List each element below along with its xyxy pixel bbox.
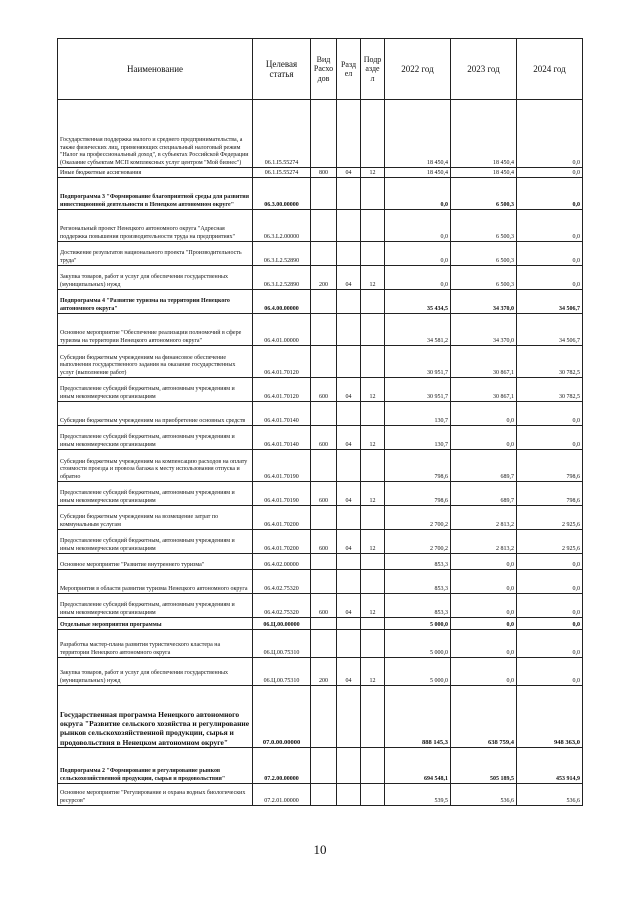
row-subsection — [361, 554, 385, 570]
row-section: 04 — [337, 482, 361, 506]
row-target-code: 06.4.00.00000 — [253, 290, 311, 314]
row-value-2023: 0,0 — [451, 426, 517, 450]
row-exp-type — [311, 210, 337, 242]
row-subsection — [361, 100, 385, 168]
row-name: Предоставление субсидий бюджетным, автономным учреждениям и иным некоммерческим организациям — [58, 426, 253, 450]
row-value-2022: 34 581,2 — [385, 314, 451, 346]
row-subsection — [361, 290, 385, 314]
row-section — [337, 314, 361, 346]
row-value-2022: 18 450,4 — [385, 168, 451, 178]
row-subsection — [361, 630, 385, 658]
row-subsection — [361, 570, 385, 594]
row-exp-type: 800 — [311, 168, 337, 178]
table-header-row — [58, 39, 583, 100]
row-value-2022: 18 450,4 — [385, 100, 451, 168]
table-row — [58, 450, 583, 482]
row-subsection: 12 — [361, 594, 385, 618]
row-value-2022: 35 434,5 — [385, 290, 451, 314]
row-value-2023: 30 867,1 — [451, 346, 517, 378]
table-row — [58, 686, 583, 748]
row-value-2022: 888 145,3 — [385, 686, 451, 748]
row-target-code: 07.2.01.00000 — [253, 784, 311, 806]
row-target-code: 07.2.00.00000 — [253, 748, 311, 784]
table-row — [58, 784, 583, 806]
row-exp-type: 600 — [311, 426, 337, 450]
row-value-2023: 0,0 — [451, 630, 517, 658]
row-value-2024: 0,0 — [517, 168, 583, 178]
row-target-code: 06.4.01.70120 — [253, 346, 311, 378]
row-value-2023: 6 500,3 — [451, 210, 517, 242]
row-target-code: 06.4.01.70140 — [253, 402, 311, 426]
row-value-2024: 0,0 — [517, 178, 583, 210]
row-section — [337, 346, 361, 378]
row-value-2024: 0,0 — [517, 402, 583, 426]
row-subsection — [361, 314, 385, 346]
row-value-2024: 798,6 — [517, 450, 583, 482]
table-row — [58, 658, 583, 686]
row-target-code: 06.Ц.00.75310 — [253, 658, 311, 686]
row-section — [337, 290, 361, 314]
row-name: Предоставление субсидий бюджетным, автономным учреждениям и иным некоммерческим организациям — [58, 530, 253, 554]
row-subsection: 12 — [361, 426, 385, 450]
table-row — [58, 210, 583, 242]
row-value-2022: 2 700,2 — [385, 506, 451, 530]
row-exp-type: 600 — [311, 594, 337, 618]
row-value-2024: 30 782,5 — [517, 378, 583, 402]
row-name: Подпрограмма 4 "Развитие туризма на территории Ненецкого автономного округа" — [58, 290, 253, 314]
row-name: Субсидии бюджетным учреждениям на возмещение затрат по коммунальным услугам — [58, 506, 253, 530]
row-name: Отдельные мероприятия программы — [58, 618, 253, 630]
table-row — [58, 242, 583, 266]
row-exp-type — [311, 570, 337, 594]
row-name: Субсидии бюджетным учреждениям на финансовое обеспечение выполнения государственного задания на оказание государственных услуг (выполнение работ) — [58, 346, 253, 378]
row-target-code: 06.4.01.70190 — [253, 450, 311, 482]
row-value-2022: 0,0 — [385, 242, 451, 266]
row-section — [337, 784, 361, 806]
table-row — [58, 168, 583, 178]
row-exp-type — [311, 100, 337, 168]
row-value-2023: 0,0 — [451, 402, 517, 426]
row-value-2023: 6 500,3 — [451, 266, 517, 290]
header-subsection: Подр азде л — [361, 39, 385, 100]
row-value-2024: 453 914,9 — [517, 748, 583, 784]
row-value-2024: 0,0 — [517, 570, 583, 594]
row-name: Мероприятия в области развития туризма Ненецкого автономного округа — [58, 570, 253, 594]
row-target-code: 06.4.01.70200 — [253, 530, 311, 554]
row-name: Региональный проект Ненецкого автономного округа "Адресная поддержка повышения производительности труда на предприятиях" — [58, 210, 253, 242]
row-value-2024: 2 925,6 — [517, 530, 583, 554]
row-section — [337, 570, 361, 594]
row-value-2023: 505 189,5 — [451, 748, 517, 784]
table-row — [58, 402, 583, 426]
row-value-2024: 0,0 — [517, 210, 583, 242]
row-exp-type — [311, 450, 337, 482]
row-exp-type — [311, 242, 337, 266]
page-number: 10 — [313, 842, 327, 857]
row-subsection — [361, 450, 385, 482]
row-exp-type — [311, 784, 337, 806]
row-subsection — [361, 242, 385, 266]
row-target-code: 06.4.01.70200 — [253, 506, 311, 530]
row-subsection — [361, 346, 385, 378]
row-name: Предоставление субсидий бюджетным, автономным учреждениям и иным некоммерческим организациям — [58, 378, 253, 402]
row-section: 04 — [337, 530, 361, 554]
row-section — [337, 242, 361, 266]
header-target: Целевая статья — [253, 39, 311, 100]
row-exp-type: 600 — [311, 530, 337, 554]
row-value-2024: 34 506,7 — [517, 290, 583, 314]
row-section — [337, 618, 361, 630]
row-section: 04 — [337, 168, 361, 178]
row-value-2022: 130,7 — [385, 402, 451, 426]
row-name: Предоставление субсидий бюджетным, автономным учреждениям и иным некоммерческим организациям — [58, 482, 253, 506]
table-row — [58, 530, 583, 554]
row-target-code: 06.1.I5.55274 — [253, 100, 311, 168]
row-name: Субсидии бюджетным учреждениям на приобретение основных средств — [58, 402, 253, 426]
row-value-2023: 18 450,4 — [451, 168, 517, 178]
table-row — [58, 378, 583, 402]
row-section — [337, 554, 361, 570]
header-section: Разд ел — [337, 39, 361, 100]
row-value-2024: 0,0 — [517, 554, 583, 570]
row-subsection — [361, 506, 385, 530]
row-value-2024: 0,0 — [517, 266, 583, 290]
row-target-code: 06.4.01.00000 — [253, 314, 311, 346]
row-subsection: 12 — [361, 482, 385, 506]
row-exp-type: 600 — [311, 378, 337, 402]
row-value-2024: 2 925,6 — [517, 506, 583, 530]
row-exp-type — [311, 346, 337, 378]
table-row — [58, 100, 583, 168]
row-value-2022: 5 000,0 — [385, 630, 451, 658]
row-value-2023: 6 500,3 — [451, 242, 517, 266]
row-name: Предоставление субсидий бюджетным, автономным учреждениям и иным некоммерческим организациям — [58, 594, 253, 618]
row-target-code: 06.3.00.00000 — [253, 178, 311, 210]
row-value-2023: 30 867,1 — [451, 378, 517, 402]
row-value-2022: 130,7 — [385, 426, 451, 450]
row-value-2024: 536,6 — [517, 784, 583, 806]
row-exp-type — [311, 178, 337, 210]
row-section — [337, 748, 361, 784]
row-value-2023: 2 813,2 — [451, 506, 517, 530]
row-section: 04 — [337, 594, 361, 618]
table-row — [58, 570, 583, 594]
row-subsection: 12 — [361, 658, 385, 686]
row-target-code: 06.4.02.75320 — [253, 594, 311, 618]
table-row — [58, 630, 583, 658]
row-value-2023: 638 759,4 — [451, 686, 517, 748]
table-row — [58, 618, 583, 630]
row-value-2023: 0,0 — [451, 570, 517, 594]
row-value-2023: 34 370,0 — [451, 314, 517, 346]
row-exp-type — [311, 748, 337, 784]
row-value-2024: 0,0 — [517, 242, 583, 266]
row-value-2024: 0,0 — [517, 426, 583, 450]
row-subsection — [361, 210, 385, 242]
row-value-2022: 853,3 — [385, 570, 451, 594]
row-value-2022: 798,6 — [385, 482, 451, 506]
row-subsection — [361, 784, 385, 806]
row-value-2023: 0,0 — [451, 658, 517, 686]
row-target-code: 06.4.01.70120 — [253, 378, 311, 402]
row-value-2022: 0,0 — [385, 178, 451, 210]
table-row — [58, 178, 583, 210]
row-subsection — [361, 686, 385, 748]
row-exp-type — [311, 402, 337, 426]
row-name: Государственная поддержка малого и среднего предпринимательства, а также физических лиц, применяющих специальный налоговый режим "Налог на профессиональный доход", в субъектах Российской Федерации (Оказание субъектам МСП комплексных услуг центром "Мой бизнес") — [58, 100, 253, 168]
row-name: Государственная программа Ненецкого автономного округа "Развитие сельского хозяйства и регулирование рынков сельскохозяйственной продукции, сырья и продовольствия в Ненецком автономном округе" — [58, 686, 253, 748]
row-value-2023: 0,0 — [451, 618, 517, 630]
table-row — [58, 594, 583, 618]
row-value-2022: 853,3 — [385, 554, 451, 570]
table-row — [58, 426, 583, 450]
row-name: Основное мероприятие "Регулирование и охрана водных биологических ресурсов" — [58, 784, 253, 806]
row-value-2022: 30 951,7 — [385, 378, 451, 402]
row-section: 04 — [337, 266, 361, 290]
header-name: Наименование — [58, 39, 253, 100]
row-name: Закупка товаров, работ и услуг для обеспечения государственных (муниципальных) нужд — [58, 266, 253, 290]
row-section: 04 — [337, 378, 361, 402]
row-section — [337, 210, 361, 242]
row-name: Достижение результатов национального проекта "Производительность труда" — [58, 242, 253, 266]
document-page — [57, 38, 582, 806]
row-target-code: 07.0.00.00000 — [253, 686, 311, 748]
row-value-2022: 2 700,2 — [385, 530, 451, 554]
header-2022: 2022 год — [385, 39, 451, 100]
row-value-2023: 689,7 — [451, 450, 517, 482]
row-exp-type: 600 — [311, 482, 337, 506]
row-subsection — [361, 178, 385, 210]
row-subsection — [361, 748, 385, 784]
row-value-2024: 0,0 — [517, 630, 583, 658]
row-subsection: 12 — [361, 168, 385, 178]
table-row — [58, 346, 583, 378]
row-value-2022: 539,5 — [385, 784, 451, 806]
row-target-code: 06.4.02.00000 — [253, 554, 311, 570]
row-subsection: 12 — [361, 530, 385, 554]
row-section — [337, 506, 361, 530]
row-value-2024: 798,6 — [517, 482, 583, 506]
row-value-2024: 30 782,5 — [517, 346, 583, 378]
row-exp-type: 200 — [311, 266, 337, 290]
row-target-code: 06.4.02.75320 — [253, 570, 311, 594]
row-value-2024: 34 506,7 — [517, 314, 583, 346]
row-target-code: 06.Ц.00.00000 — [253, 618, 311, 630]
row-section: 04 — [337, 426, 361, 450]
row-value-2024: 0,0 — [517, 658, 583, 686]
row-value-2024: 0,0 — [517, 594, 583, 618]
row-value-2022: 694 548,1 — [385, 748, 451, 784]
row-section — [337, 686, 361, 748]
row-value-2022: 0,0 — [385, 266, 451, 290]
table-row — [58, 748, 583, 784]
row-value-2023: 2 813,2 — [451, 530, 517, 554]
row-section — [337, 402, 361, 426]
table-row — [58, 506, 583, 530]
row-value-2022: 853,3 — [385, 594, 451, 618]
row-name: Субсидии бюджетным учреждениям на компенсацию расходов на оплату стоимости проезда и провоза багажа к месту использования отпуска и обратно — [58, 450, 253, 482]
row-value-2022: 5 000,0 — [385, 658, 451, 686]
row-value-2024: 0,0 — [517, 100, 583, 168]
table-row — [58, 266, 583, 290]
row-section — [337, 630, 361, 658]
row-target-code: 06.4.01.70190 — [253, 482, 311, 506]
row-value-2023: 689,7 — [451, 482, 517, 506]
row-exp-type — [311, 290, 337, 314]
row-exp-type — [311, 314, 337, 346]
row-section — [337, 450, 361, 482]
row-subsection — [361, 618, 385, 630]
row-name: Подпрограмма 2 "Формирование и регулирование рынков сельскохозяйственной продукции, сырья и продовольствия" — [58, 748, 253, 784]
table-row — [58, 554, 583, 570]
row-section — [337, 100, 361, 168]
table-row — [58, 314, 583, 346]
row-exp-type — [311, 618, 337, 630]
header-exp-type: Вид Расхо дов — [311, 39, 337, 100]
row-value-2023: 0,0 — [451, 554, 517, 570]
row-value-2022: 0,0 — [385, 210, 451, 242]
row-name: Разработка мастер-плана развития туристического кластера на территории Ненецкого автономного округа — [58, 630, 253, 658]
budget-table — [57, 38, 583, 806]
row-section: 04 — [337, 658, 361, 686]
row-subsection: 12 — [361, 378, 385, 402]
row-value-2022: 798,6 — [385, 450, 451, 482]
header-2024: 2024 год — [517, 39, 583, 100]
row-name: Закупка товаров, работ и услуг для обеспечения государственных (муниципальных) нужд — [58, 658, 253, 686]
row-value-2024: 0,0 — [517, 618, 583, 630]
row-section — [337, 178, 361, 210]
row-target-code: 06.1.I5.55274 — [253, 168, 311, 178]
row-value-2022: 30 951,7 — [385, 346, 451, 378]
row-target-code: 06.3.L2.52890 — [253, 266, 311, 290]
row-value-2023: 18 450,4 — [451, 100, 517, 168]
table-row — [58, 482, 583, 506]
row-exp-type: 200 — [311, 658, 337, 686]
row-value-2022: 5 000,0 — [385, 618, 451, 630]
row-name: Основное мероприятие "Обеспечение реализации полномочий в сфере туризма на территории Ненецкого автономного округа" — [58, 314, 253, 346]
row-value-2023: 34 370,0 — [451, 290, 517, 314]
row-target-code: 06.4.01.70140 — [253, 426, 311, 450]
row-name: Подпрограмма 3 "Формирование благоприятной среды для развития инвестиционной деятельности в Ненецком автономном округе" — [58, 178, 253, 210]
row-value-2023: 536,6 — [451, 784, 517, 806]
row-value-2023: 6 500,3 — [451, 178, 517, 210]
row-subsection — [361, 402, 385, 426]
table-body — [58, 100, 583, 806]
row-value-2024: 948 363,0 — [517, 686, 583, 748]
row-target-code: 06.3.L2.00000 — [253, 210, 311, 242]
row-name: Основное мероприятие "Развитие внутреннего туризма" — [58, 554, 253, 570]
row-target-code: 06.3.L2.52890 — [253, 242, 311, 266]
header-2023: 2023 год — [451, 39, 517, 100]
row-exp-type — [311, 554, 337, 570]
row-name: Иные бюджетные ассигнования — [58, 168, 253, 178]
row-exp-type — [311, 506, 337, 530]
row-target-code: 06.Ц.00.75310 — [253, 630, 311, 658]
row-exp-type — [311, 686, 337, 748]
row-exp-type — [311, 630, 337, 658]
table-row — [58, 290, 583, 314]
row-value-2023: 0,0 — [451, 594, 517, 618]
row-subsection: 12 — [361, 266, 385, 290]
